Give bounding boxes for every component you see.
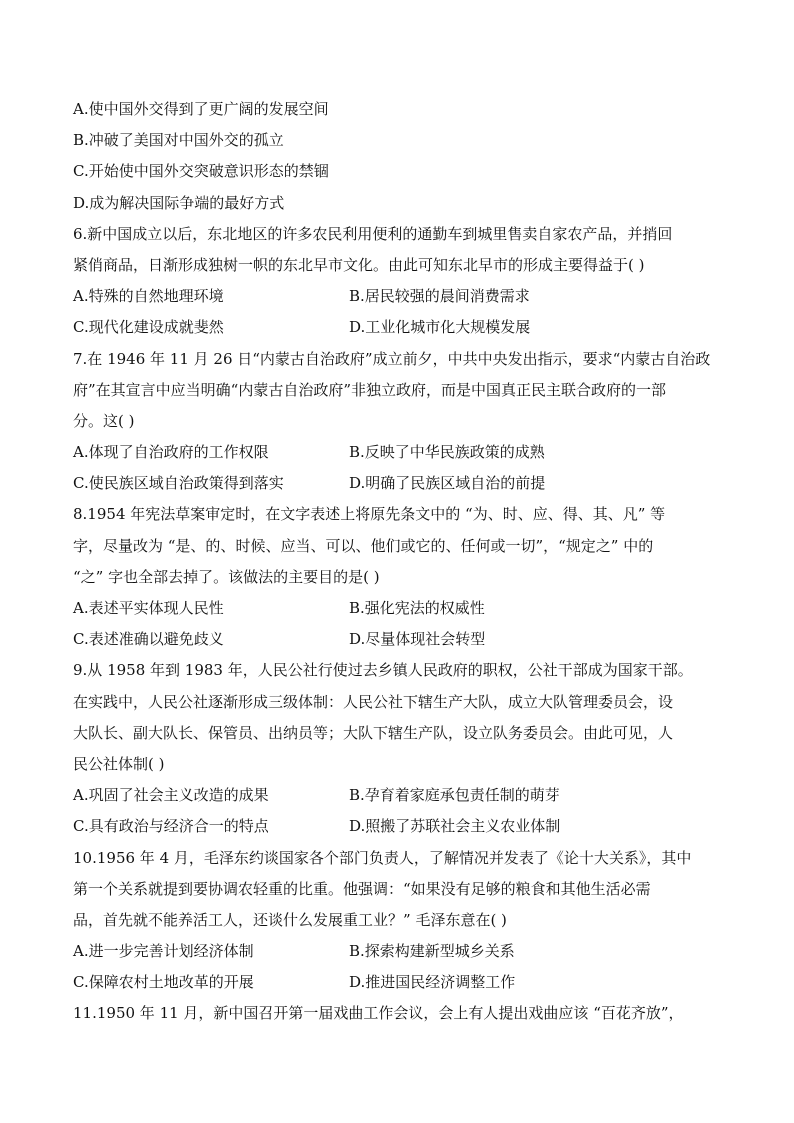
text-line: 在实践中，人民公社逐渐形成三级体制：人民公社下辖生产大队，成立大队管理委员会，设 — [73, 692, 674, 711]
answer-option: C.具有政治与经济合一的特点 — [73, 817, 269, 836]
text-line: B.冲破了美国对中国外交的孤立 — [73, 131, 284, 150]
answer-option: D.照搬了苏联社会主义农业体制 — [349, 817, 561, 836]
answer-option: C.使民族区域自治政策得到落实 — [73, 474, 284, 493]
answer-option: C.表述准确以避免歧义 — [73, 630, 224, 649]
exam-questions — [73, 94, 723, 1030]
answer-option: B.孕育着家庭承包责任制的萌芽 — [349, 786, 560, 805]
answer-option: D.工业化城市化大规模发展 — [349, 318, 531, 337]
answer-option: A.进一步完善计划经济体制 — [73, 942, 254, 961]
text-line: 7.在 1946 年 11 月 26 日“内蒙古自治政府”成立前夕，中共中央发出指示，要求“内蒙古自治政 — [73, 349, 711, 368]
option-row — [73, 437, 723, 468]
answer-option: B.强化宪法的权威性 — [349, 599, 485, 617]
text-line: 分。这( ) — [73, 411, 135, 430]
answer-option: A.特殊的自然地理环境 — [73, 287, 224, 306]
text-line: 9.从 1958 年到 1983 年，人民公社行使过去乡镇人民政府的职权，公社干部成为国家干部。 — [73, 661, 693, 680]
text-line: 紧俏商品，日渐形成独树一帜的东北早市文化。由此可知东北早市的形成主要得益于( ) — [73, 255, 645, 274]
text-line: 第一个关系就提到要协调农轻重的比重。他强调：“如果没有足够的粮食和其他生活必需 — [73, 879, 651, 898]
answer-option: B.反映了中华民族政策的成熟 — [349, 443, 545, 462]
text-line: D.成为解决国际争端的最好方式 — [73, 193, 285, 212]
option-row — [73, 593, 723, 624]
option-row — [73, 312, 723, 343]
answer-option: C.现代化建设成就斐然 — [73, 318, 224, 337]
option-row — [73, 811, 723, 842]
answer-option: C.保障农村土地改革的开展 — [73, 973, 254, 992]
option-row — [73, 468, 723, 499]
text-line: 大队长、副大队长、保管员、出纳员等；大队下辖生产队，设立队务委员会。由此可见，人 — [73, 723, 674, 742]
answer-option: D.尽量体现社会转型 — [349, 630, 486, 649]
text-line: 府”在其宣言中应当明确“内蒙古自治政府”非独立政府，而是中国真正民主联合政府的一部 — [73, 380, 667, 399]
text-line: “之” 字也全部去掉了。该做法的主要目的是( ) — [73, 567, 380, 586]
text-line: 6.新中国成立以后，东北地区的许多农民利用便利的通勤车到城里售卖自家农产品，并捎回 — [73, 224, 673, 243]
answer-option: D.明确了民族区域自治的前提 — [349, 474, 546, 493]
answer-option: A.体现了自治政府的工作权限 — [73, 443, 269, 462]
text-line: 8.1954 年宪法草案审定时，在文字表述上将原先条文中的 “为、时、应、得、其、凡” 等 — [73, 505, 666, 524]
text-line: A.使中国外交得到了更广阔的发展空间 — [73, 100, 329, 118]
answer-option: B.探索构建新型城乡关系 — [349, 942, 515, 961]
option-row — [73, 624, 723, 655]
text-line: 字，尽量改为 “是、的、时候、应当、可以、他们或它的、任何或一切”，“规定之” 中的 — [73, 536, 654, 555]
answer-option: D.推进国民经济调整工作 — [349, 973, 516, 992]
option-row — [73, 967, 723, 998]
answer-option: A.表述平实体现人民性 — [73, 599, 224, 617]
option-row — [73, 936, 723, 967]
answer-option: A.巩固了社会主义改造的成果 — [73, 786, 269, 805]
text-line: 民公社体制( ) — [73, 754, 165, 773]
option-row — [73, 281, 723, 312]
text-line: 品，首先就不能养活工人，还谈什么发展重工业？” 毛泽东意在( ) — [73, 910, 507, 929]
option-row — [73, 780, 723, 811]
text-line: 10.1956 年 4 月，毛泽东约谈国家各个部门负责人，了解情况并发表了《论十大关系》，其中 — [73, 848, 692, 867]
text-line: C.开始使中国外交突破意识形态的禁锢 — [73, 162, 329, 181]
answer-option: B.居民较强的晨间消费需求 — [349, 287, 530, 306]
text-line: 11.1950 年 11 月，新中国召开第一届戏曲工作会议，会上有人提出戏曲应该 “百花齐放”， — [73, 1004, 684, 1023]
